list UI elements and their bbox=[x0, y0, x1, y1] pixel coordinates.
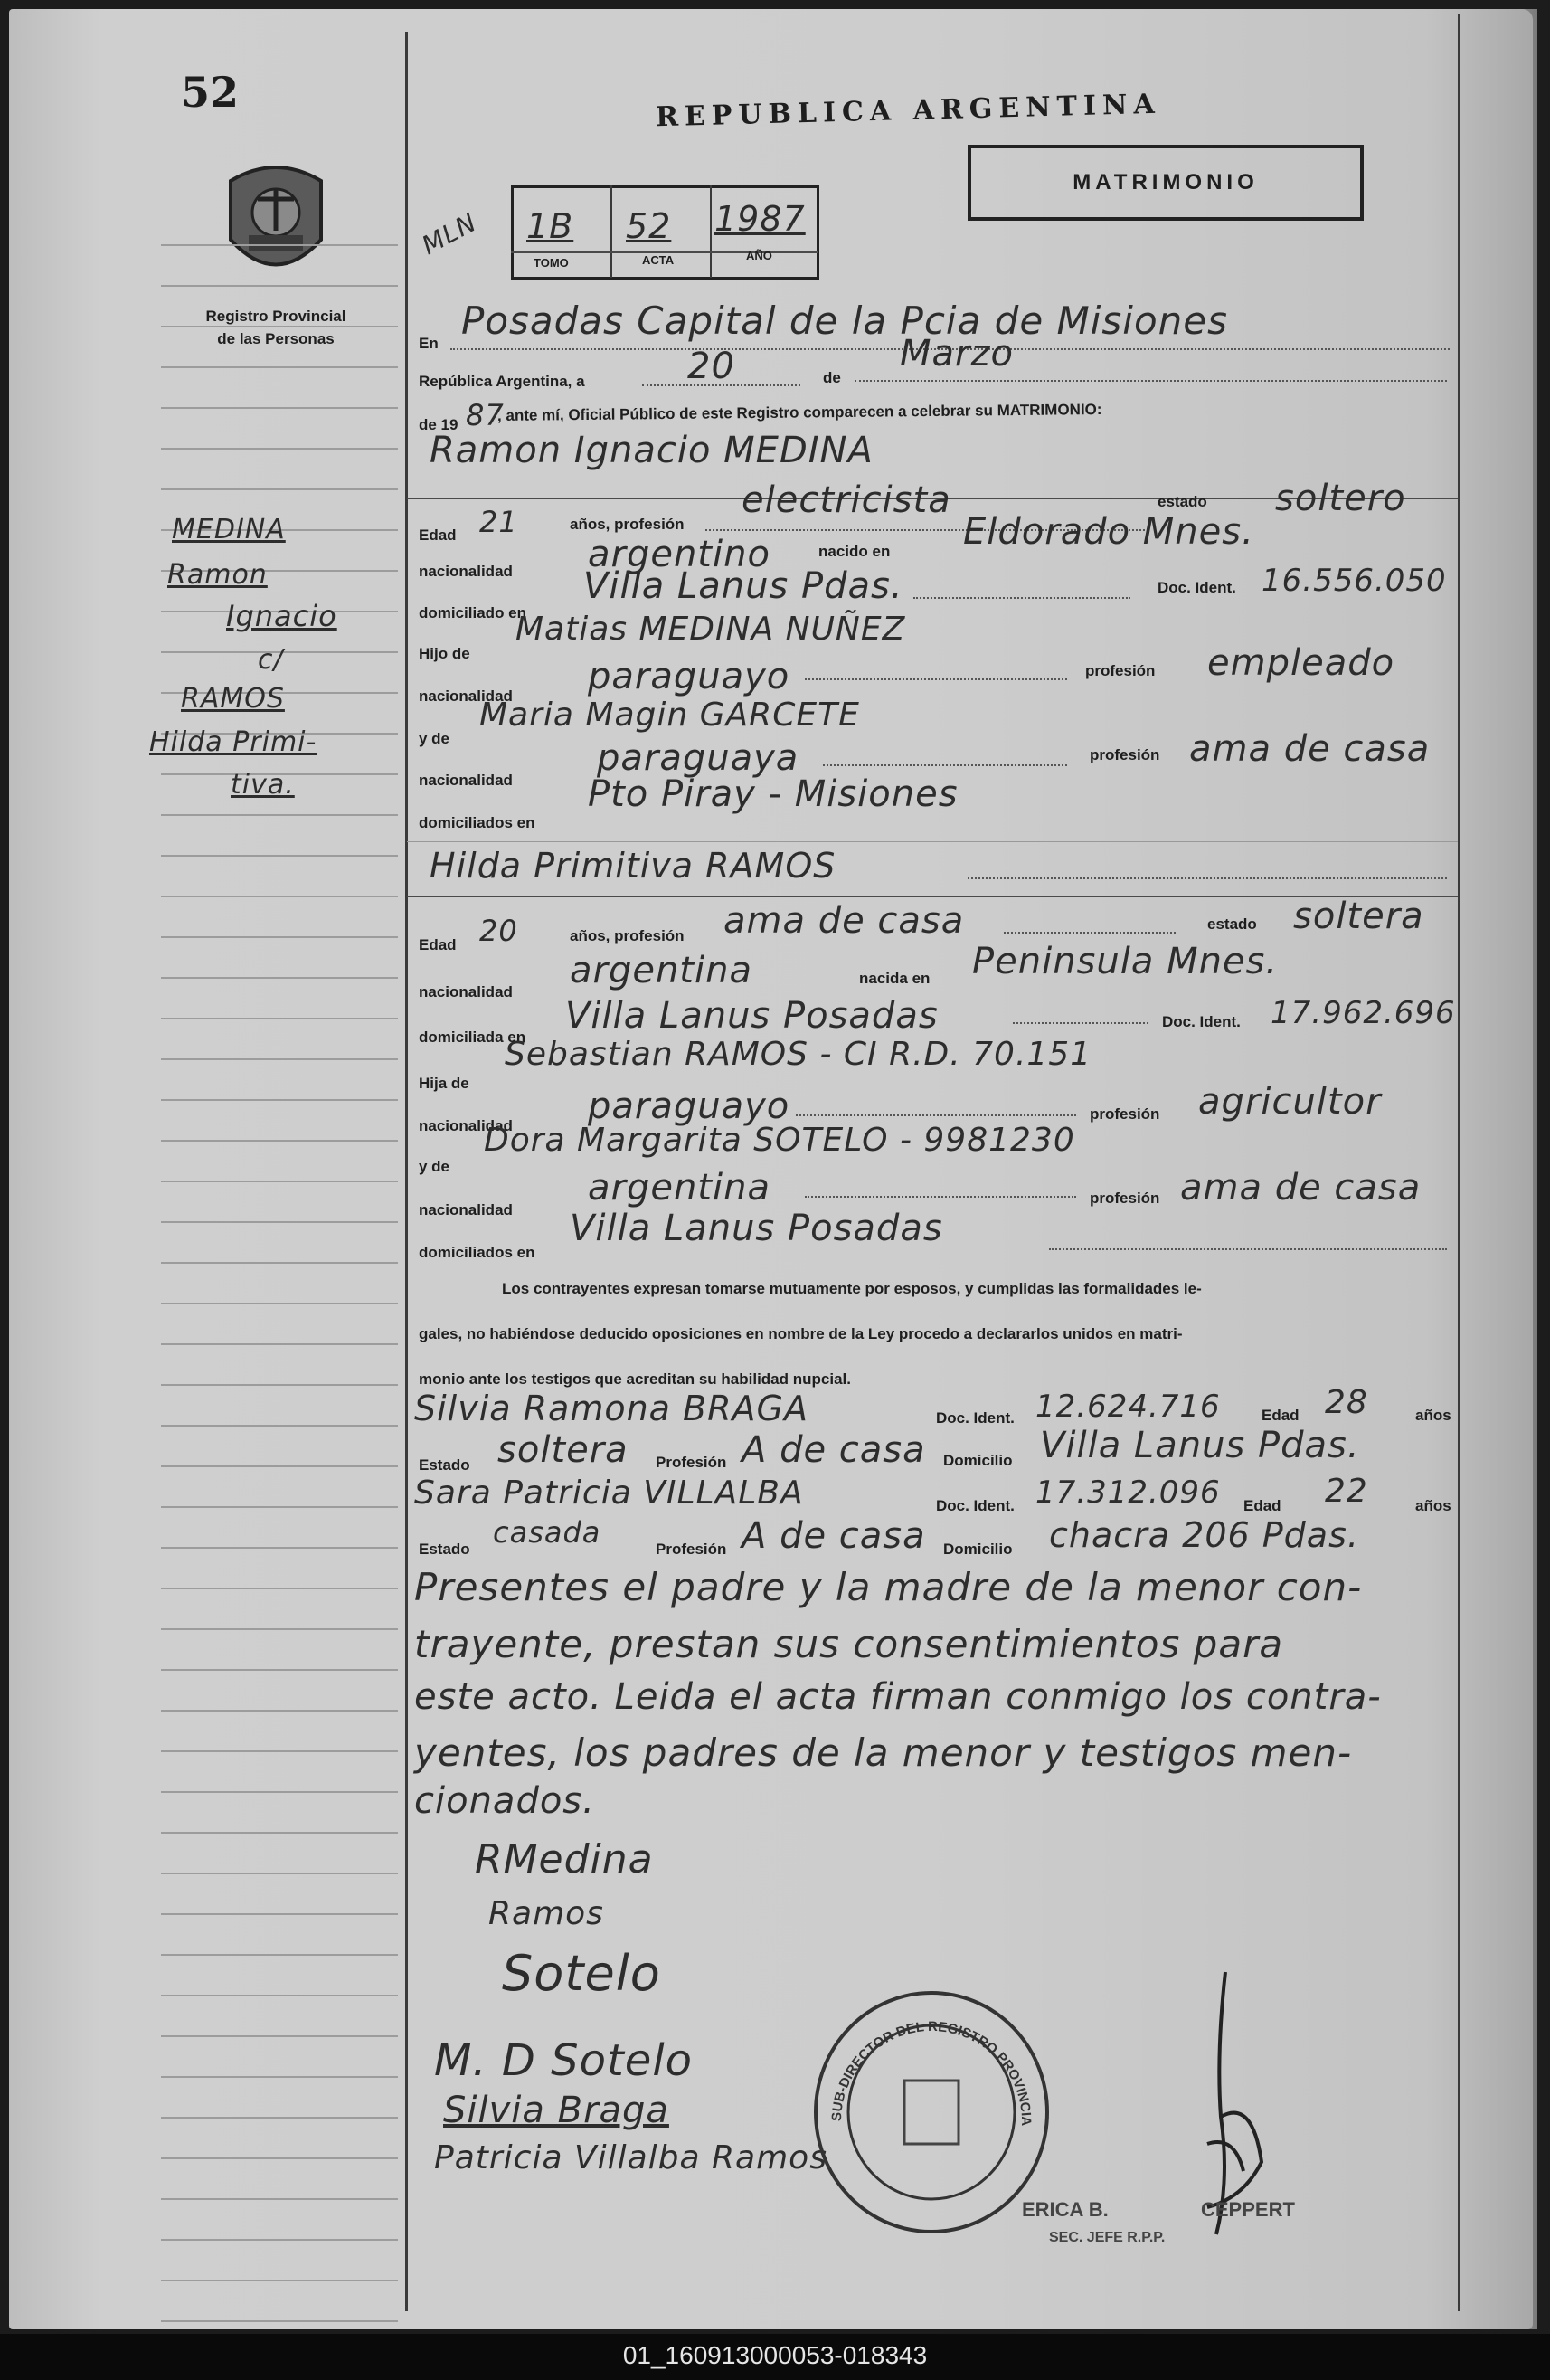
margin-rule-line bbox=[161, 977, 398, 979]
margin-rule-line bbox=[161, 1750, 398, 1752]
label-edad: Edad bbox=[419, 526, 457, 544]
margin-name-line: RAMOS bbox=[181, 683, 285, 715]
margin-name-line: c/ bbox=[258, 644, 284, 676]
dotline bbox=[1013, 1022, 1148, 1024]
registry-seal-icon bbox=[799, 1974, 1058, 2239]
signature: Patricia Villalba Ramos bbox=[434, 2139, 827, 2176]
intro-place: Posadas Capital de la Pcia de Misiones bbox=[461, 299, 1229, 343]
margin-rule-line bbox=[161, 1343, 398, 1345]
margin-rule-line bbox=[161, 2239, 398, 2241]
witness-profession: A de casa bbox=[742, 1515, 926, 1557]
label-hijo-de: Hijo de bbox=[419, 645, 470, 662]
label-domiciliados-en: domiciliados en bbox=[419, 814, 535, 831]
margin-rule-line bbox=[161, 1628, 398, 1630]
label-nacionalidad: nacionalidad bbox=[419, 563, 513, 580]
groom-father: Matias MEDINA NUÑEZ bbox=[515, 611, 906, 648]
official-stamp-title: SEC. JEFE R.P.P. bbox=[1049, 2230, 1166, 2245]
margin-rule-line bbox=[161, 1832, 398, 1834]
margin-rule-line bbox=[161, 2076, 398, 2078]
margin-rule-line bbox=[161, 1384, 398, 1386]
label-estado: Estado bbox=[419, 1456, 470, 1474]
groom-mother-nationality: paraguaya bbox=[597, 737, 799, 779]
seal-text: SUB-DIRECTOR DEL REGISTRO PROVINCIAL DE LAS PERSONAS bbox=[799, 1974, 1035, 2127]
margin-rule-line bbox=[161, 366, 398, 368]
label-nacionalidad: nacionalidad bbox=[419, 687, 513, 705]
note-line: yentes, los padres de la menor y testigos men- bbox=[414, 1730, 1353, 1775]
witness-name: Sara Patricia VILLALBA bbox=[414, 1474, 804, 1512]
document-type-box bbox=[968, 145, 1364, 221]
bride-birthplace: Peninsula Mnes. bbox=[972, 941, 1279, 982]
intro-month: Marzo bbox=[900, 333, 1014, 375]
registry-label-line1: Registro Provincial bbox=[205, 308, 346, 325]
label-nacido-en: nacido en bbox=[818, 543, 891, 560]
dotline bbox=[796, 1114, 1076, 1116]
ref-acta: 52 bbox=[626, 206, 672, 246]
note-line: Presentes el padre y la madre de la menor con- bbox=[414, 1565, 1363, 1609]
registry-label-line2: de las Personas bbox=[217, 330, 335, 347]
margin-rule-line bbox=[161, 2280, 398, 2281]
label-profesion: profesión bbox=[1090, 1190, 1160, 1207]
label-profesion: Profesión bbox=[656, 1454, 727, 1471]
official-stamp-surname: CEPPERT bbox=[1201, 2198, 1295, 2221]
margin-rule-line bbox=[161, 1058, 398, 1060]
bride-mother-profession: ama de casa bbox=[1180, 1167, 1422, 1209]
bride-age: 20 bbox=[479, 914, 518, 948]
declaration-line: Los contrayentes expresan tomarse mutuamente por esposos, y cumplidas las formalidades le- bbox=[502, 1280, 1202, 1297]
label-profesion: profesión bbox=[1085, 662, 1156, 679]
label-anos-profesion: años, profesión bbox=[570, 516, 685, 533]
label-estado: Estado bbox=[419, 1541, 470, 1558]
margin-rule-line bbox=[161, 896, 398, 897]
groom-name: Ramon Ignacio MEDINA bbox=[430, 430, 874, 471]
witness-name: Silvia Ramona BRAGA bbox=[414, 1389, 808, 1428]
groom-father-nationality: paraguayo bbox=[588, 656, 790, 697]
dotline bbox=[913, 597, 1130, 599]
declaration-line: gales, no habiéndose deducido oposiciones en nombre de la Ley procedo a declararlos unidos en matri- bbox=[419, 1325, 1183, 1342]
margin-name-line: Ignacio bbox=[226, 599, 337, 633]
groom-domicile: Villa Lanus Pdas. bbox=[583, 565, 903, 607]
footer-id: 01_160913000053-018343 bbox=[622, 2341, 928, 2369]
margin-rule-line bbox=[161, 285, 398, 287]
dotline bbox=[805, 1196, 1076, 1198]
witness-age: 28 bbox=[1325, 1384, 1368, 1421]
margin-rule-line bbox=[161, 1913, 398, 1915]
label-profesion: Profesión bbox=[656, 1541, 727, 1558]
label-doc-ident: Doc. Ident. bbox=[936, 1497, 1015, 1514]
ref-tomo-label: TOMO bbox=[534, 256, 569, 270]
witness-profession: A de casa bbox=[742, 1429, 926, 1471]
groom-doc: 16.556.050 bbox=[1262, 563, 1447, 599]
declaration-line: monio ante los testigos que acreditan su habilidad nupcial. bbox=[419, 1370, 851, 1388]
witness-status: soltera bbox=[497, 1429, 629, 1471]
groom-mother: Maria Magin GARCETE bbox=[479, 697, 860, 734]
bride-status: soltera bbox=[1293, 896, 1424, 937]
ref-divider bbox=[610, 185, 612, 278]
label-domicilio: Domicilio bbox=[943, 1541, 1013, 1558]
label-de-19: de 19 bbox=[419, 416, 458, 433]
dotline bbox=[1049, 1248, 1447, 1250]
margin-rule-line bbox=[161, 1547, 398, 1549]
label-nacionalidad: nacionalidad bbox=[419, 772, 513, 789]
label-domiciliada-en: domiciliada en bbox=[419, 1029, 526, 1046]
margin-rule-line bbox=[161, 855, 398, 857]
bride-doc: 17.962.696 bbox=[1271, 995, 1456, 1031]
note-line: este acto. Leida el acta firman conmigo los contra- bbox=[414, 1676, 1382, 1718]
bride-parents-domicile: Villa Lanus Posadas bbox=[570, 1208, 943, 1249]
bride-father-profession: agricultor bbox=[1198, 1081, 1382, 1123]
groom-age: 21 bbox=[479, 505, 518, 539]
margin-rule-line bbox=[161, 1954, 398, 1956]
signature: Sotelo bbox=[502, 1945, 661, 2002]
label-estado: estado bbox=[1158, 493, 1207, 510]
bride-father: Sebastian RAMOS - CI R.D. 70.151 bbox=[505, 1036, 1092, 1073]
margin-rule-line bbox=[161, 1140, 398, 1142]
margin-rule-line bbox=[161, 1506, 398, 1508]
margin-rule-line bbox=[161, 2198, 398, 2200]
ref-acta-label: ACTA bbox=[642, 253, 675, 267]
margin-rule-line bbox=[161, 2035, 398, 2037]
groom-mother-profession: ama de casa bbox=[1189, 728, 1431, 770]
ref-tomo: 1B bbox=[526, 206, 574, 246]
label-y-de: y de bbox=[419, 1158, 450, 1175]
margin-rule-line bbox=[161, 1873, 398, 1874]
margin-rule-line bbox=[161, 1791, 398, 1793]
witness-age: 22 bbox=[1325, 1473, 1368, 1510]
label-anos-profesion: años, profesión bbox=[570, 927, 685, 944]
margin-rule-line bbox=[161, 1262, 398, 1264]
bride-mother: Dora Margarita SOTELO - 9981230 bbox=[484, 1122, 1075, 1159]
margin-rule-line bbox=[161, 488, 398, 490]
footer-bar bbox=[0, 2334, 1550, 2380]
groom-status: soltero bbox=[1275, 478, 1406, 519]
margin-rule-line bbox=[161, 1588, 398, 1589]
ref-anio: 1987 bbox=[714, 199, 806, 239]
margin-rule-line bbox=[161, 1669, 398, 1671]
margin-rule-line bbox=[161, 244, 398, 246]
groom-parents-domicile: Pto Piray - Misiones bbox=[588, 773, 959, 815]
document-type: MATRIMONIO bbox=[1073, 170, 1259, 194]
note-line: cionados. bbox=[414, 1780, 595, 1822]
margin-rule-line bbox=[161, 2157, 398, 2159]
register-page bbox=[9, 9, 1533, 2329]
dotline bbox=[855, 380, 1447, 382]
margin-rule-line bbox=[161, 326, 398, 327]
mln-note: MLN bbox=[416, 206, 482, 261]
margin-rule-line bbox=[161, 448, 398, 450]
left-margin-line bbox=[405, 32, 408, 2311]
label-republica: República Argentina, a bbox=[419, 373, 585, 390]
groom-birthplace: Eldorado Mnes. bbox=[963, 511, 1254, 553]
label-hija-de: Hija de bbox=[419, 1075, 469, 1092]
ref-anio-label: AÑO bbox=[746, 249, 772, 262]
label-estado: estado bbox=[1207, 915, 1257, 933]
margin-rule-line bbox=[161, 1995, 398, 1996]
margin-rule-line bbox=[161, 1221, 398, 1223]
witness-doc: 17.312.096 bbox=[1035, 1474, 1221, 1511]
label-domiciliados-en: domiciliados en bbox=[419, 1244, 535, 1261]
label-edad: Edad bbox=[1243, 1497, 1281, 1514]
label-nacionalidad: nacionalidad bbox=[419, 983, 513, 1000]
signature: Silvia Braga bbox=[443, 2090, 669, 2131]
margin-rule-line bbox=[161, 1465, 398, 1467]
note-line: trayente, prestan sus consentimientos para bbox=[414, 1622, 1284, 1666]
bride-nationality: argentina bbox=[570, 950, 752, 991]
groom-father-profession: empleado bbox=[1207, 642, 1395, 684]
label-de: de bbox=[823, 369, 841, 386]
label-nacionalidad: nacionalidad bbox=[419, 1117, 513, 1134]
label-anos: años bbox=[1415, 1497, 1451, 1514]
label-profesion: profesión bbox=[1090, 746, 1160, 763]
label-doc-ident: Doc. Ident. bbox=[1162, 1013, 1241, 1030]
label-doc-ident: Doc. Ident. bbox=[1158, 579, 1236, 596]
margin-rule-line bbox=[161, 407, 398, 409]
margin-rule-line bbox=[161, 1425, 398, 1427]
section-divider bbox=[407, 841, 1458, 842]
margin-rule-line bbox=[161, 1099, 398, 1101]
label-en: En bbox=[419, 335, 439, 352]
margin-rule-line bbox=[161, 1181, 398, 1182]
ref-divider bbox=[710, 185, 712, 278]
dotline bbox=[968, 877, 1447, 879]
bride-father-nationality: paraguayo bbox=[588, 1086, 790, 1127]
bride-name: Hilda Primitiva RAMOS bbox=[430, 846, 836, 886]
label-nacionalidad: nacionalidad bbox=[419, 1201, 513, 1218]
margin-name-line: tiva. bbox=[231, 769, 295, 801]
margin-name-line: Ramon bbox=[167, 559, 268, 591]
margin-name-line: Hilda Primi- bbox=[149, 726, 317, 758]
intro-day: 20 bbox=[687, 346, 735, 387]
margin-rule-line bbox=[161, 1303, 398, 1304]
witness-domicile: chacra 206 Pdas. bbox=[1049, 1515, 1359, 1555]
label-nacida-en: nacida en bbox=[859, 970, 931, 987]
label-edad: Edad bbox=[419, 936, 457, 953]
signature: RMedina bbox=[475, 1836, 654, 1882]
page-number: 52 bbox=[181, 68, 240, 117]
bride-mother-nationality: argentina bbox=[588, 1167, 770, 1209]
groom-nationality: argentino bbox=[588, 534, 770, 575]
margin-rule-line bbox=[161, 936, 398, 938]
margin-rule-line bbox=[161, 814, 398, 816]
label-y-de: y de bbox=[419, 730, 450, 747]
intro-year: 87 bbox=[466, 398, 505, 432]
coat-of-arms-icon bbox=[222, 163, 330, 289]
margin-name-line: MEDINA bbox=[172, 514, 286, 545]
dotline bbox=[1004, 932, 1176, 934]
margin-rule-line bbox=[161, 2117, 398, 2119]
margin-rule-line bbox=[161, 2320, 398, 2322]
bride-domicile: Villa Lanus Posadas bbox=[565, 995, 939, 1037]
official-stamp bbox=[1022, 2198, 1295, 2222]
intro-statement: , ante mí, Oficial Público de este Registro comparecen a celebrar su MATRIMONIO: bbox=[496, 400, 1102, 424]
right-margin-line bbox=[1458, 14, 1460, 2311]
margin-rule-line bbox=[161, 1710, 398, 1712]
witness-domicile: Villa Lanus Pdas. bbox=[1040, 1425, 1360, 1466]
signature: M. D Sotelo bbox=[434, 2035, 694, 2086]
witness-status: casada bbox=[493, 1515, 601, 1550]
country-title: REPUBLICA ARGENTINA bbox=[655, 88, 1162, 134]
bride-profession: ama de casa bbox=[723, 900, 965, 942]
label-doc-ident: Doc. Ident. bbox=[936, 1409, 1015, 1427]
margin-rule-line bbox=[161, 1018, 398, 1019]
groom-profession: electricista bbox=[742, 479, 951, 521]
dotline bbox=[823, 764, 1067, 766]
official-stamp-name: ERICA B. bbox=[1022, 2198, 1109, 2221]
label-anos: años bbox=[1415, 1407, 1451, 1424]
dotline bbox=[805, 678, 1067, 680]
label-edad: Edad bbox=[1262, 1407, 1300, 1424]
signature: Ramos bbox=[488, 1895, 604, 1932]
label-profesion: profesión bbox=[1090, 1105, 1160, 1123]
witness-doc: 12.624.716 bbox=[1035, 1389, 1221, 1425]
label-domicilio: Domicilio bbox=[943, 1452, 1013, 1469]
label-domiciliado-en: domiciliado en bbox=[419, 604, 527, 621]
